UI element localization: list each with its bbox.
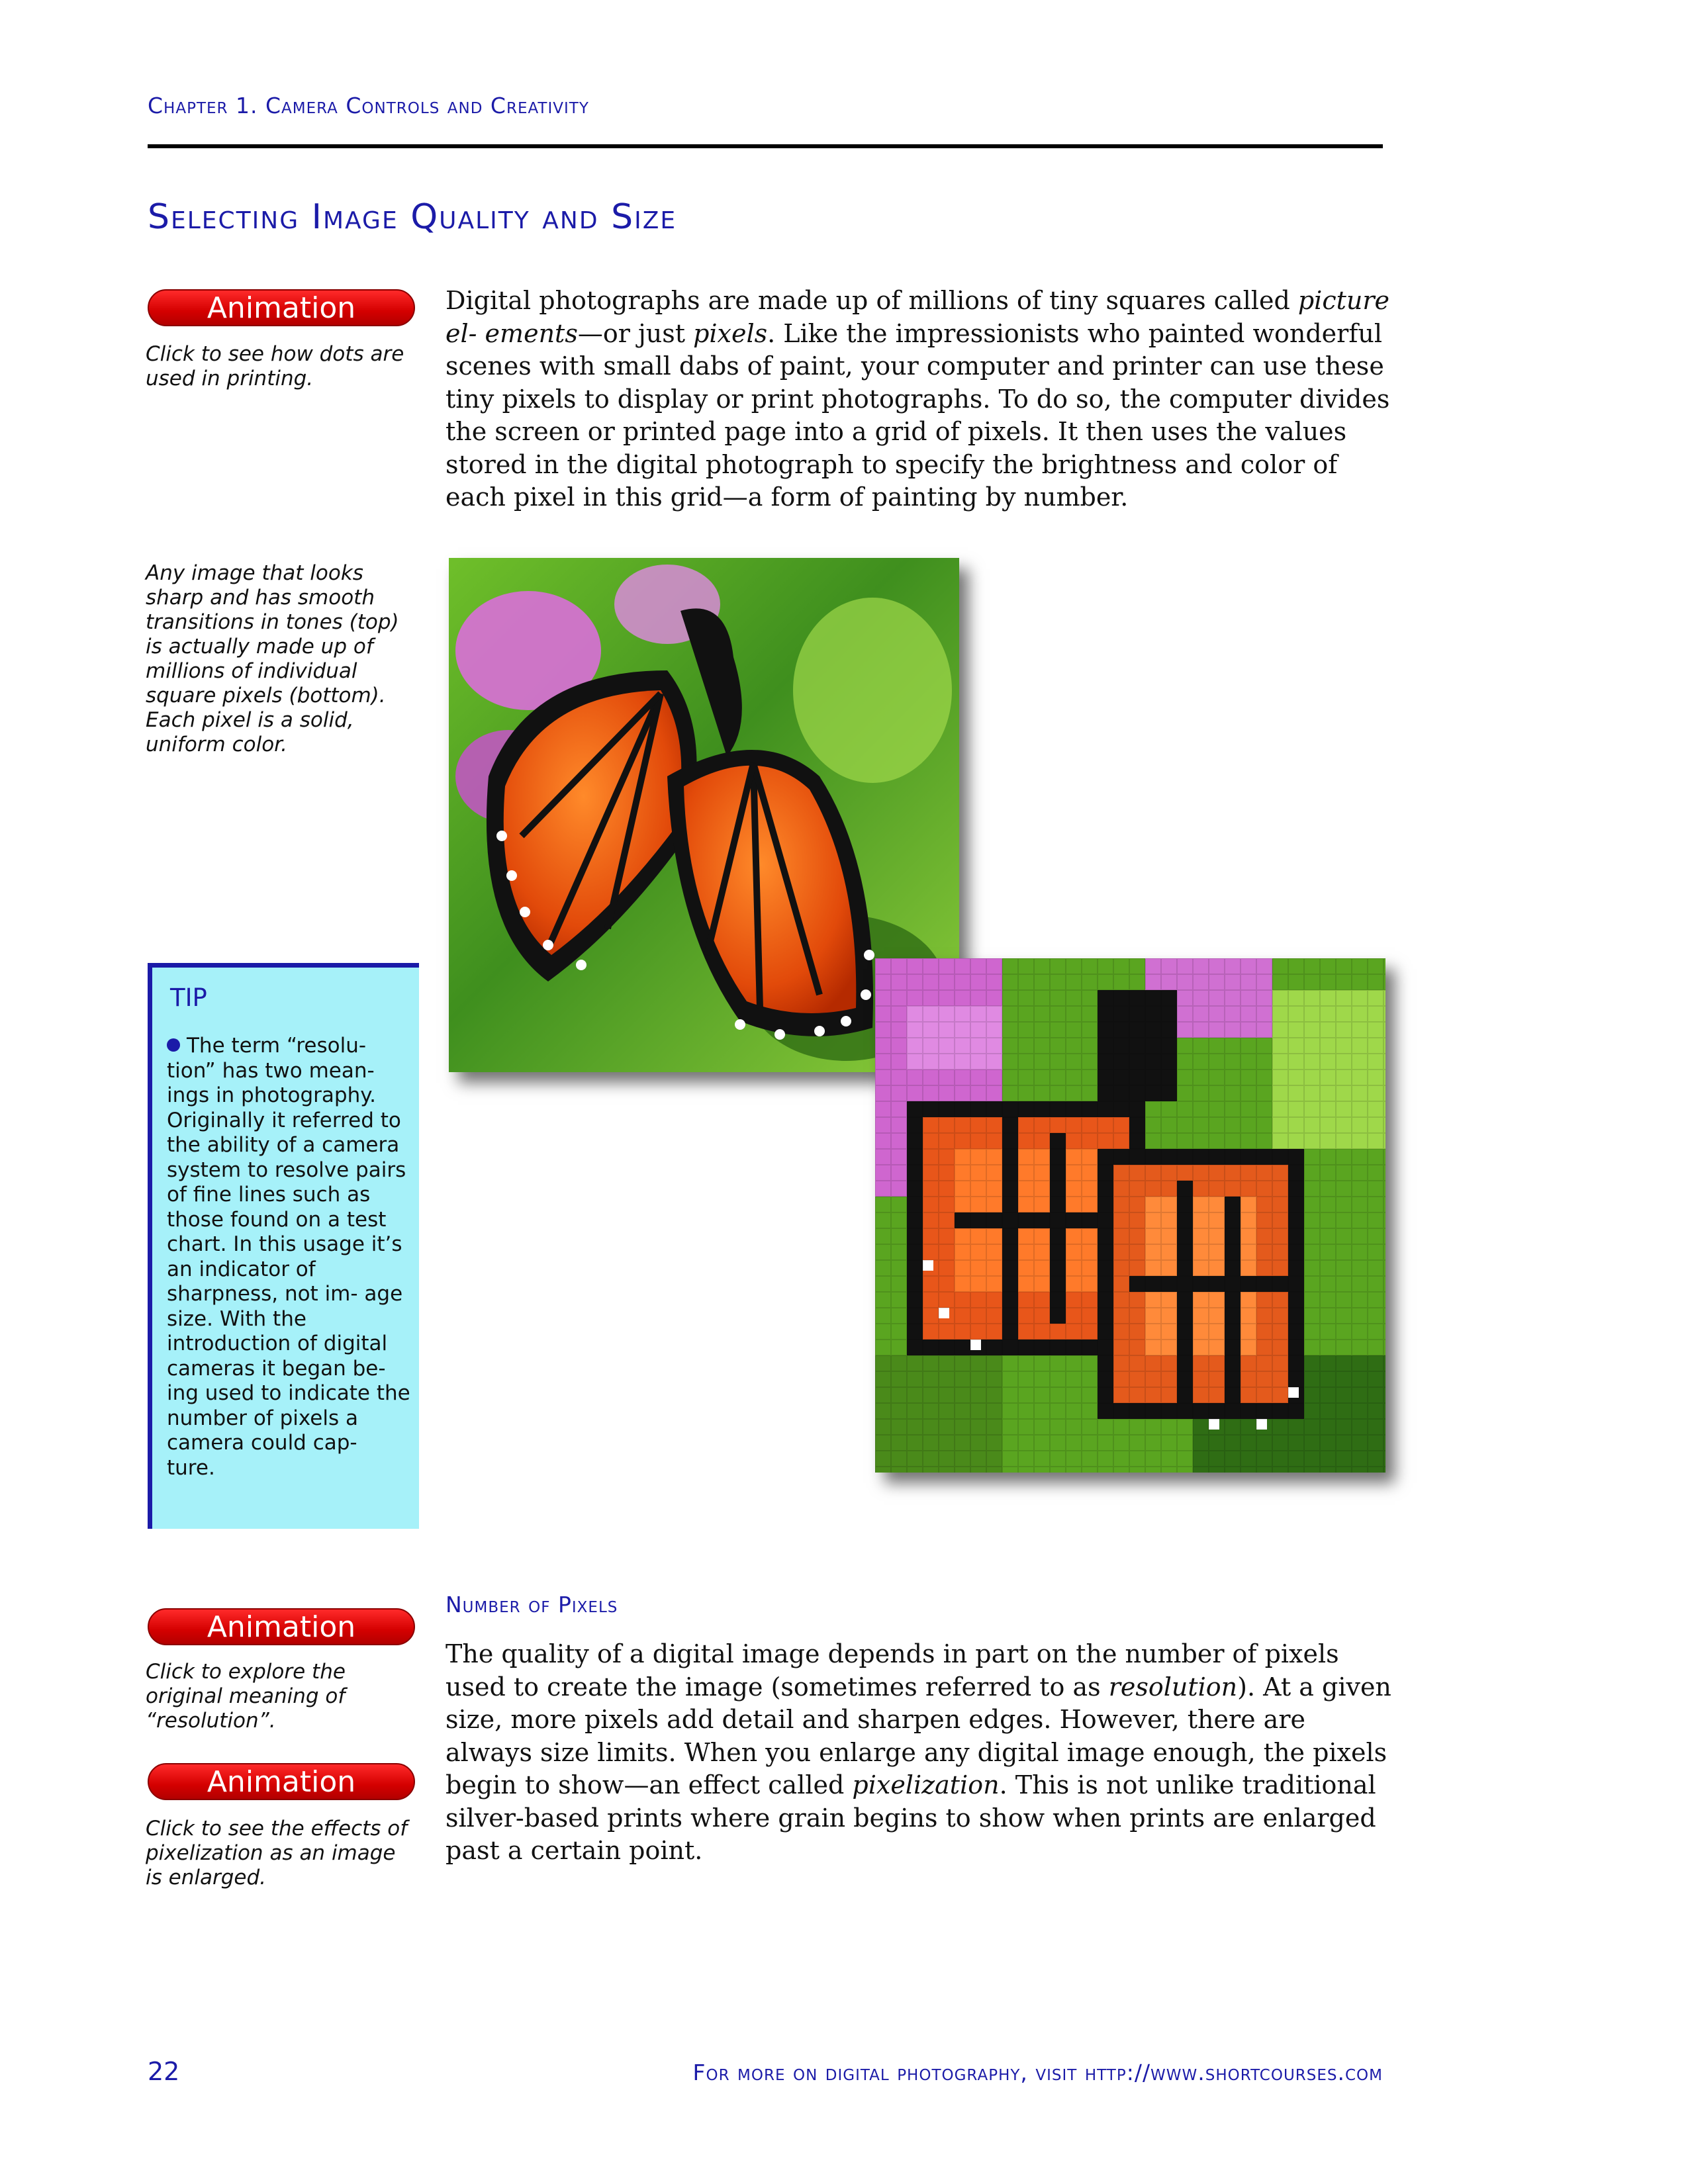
animation-caption-pixelization: Click to see the effects of pixelization as an image is enlarged. <box>146 1817 408 1889</box>
intro-text-2: —or just <box>577 318 694 348</box>
tip-box <box>148 963 419 1529</box>
tip-text: The term “resolu- tion” has two mean- ings in photography. Originally it referred to the ability of a camera system to resolve pairs of fine lines such as those found on a test chart. In this usage it’s an indicator of sharpness, not im- age size. With the introduction of digital cameras it began be- ing used to indicate the number of pixels a camera could cap- ture. <box>167 1034 410 1480</box>
butterfly-pixelated-image <box>875 958 1385 1473</box>
animation-caption-dots: Click to see how dots are used in printing. <box>146 342 404 390</box>
animation-caption-resolution: Click to explore the original meaning of “resolution”. <box>146 1660 346 1733</box>
animation-button-resolution[interactable]: Animation <box>148 1608 415 1645</box>
intro-paragraph <box>445 285 1392 514</box>
pixels-text-1: The quality of a digital image depends in part on the number of pixels used to create the image (sometimes referred to as <box>445 1639 1339 1702</box>
intro-term-picture-elements: picture el- ements <box>445 286 1390 348</box>
pixels-term-resolution: resolution <box>1108 1672 1238 1702</box>
intro-text-1: Digital photographs are made up of millions of tiny squares called <box>445 286 1298 315</box>
animation-button-pixelization[interactable]: Animation <box>148 1763 415 1800</box>
bullet-icon <box>167 1038 180 1052</box>
animation-button-dots[interactable]: Animation <box>148 289 415 326</box>
page-number: 22 <box>148 2057 180 2086</box>
section-title: Selecting Image Quality and Size <box>148 197 677 237</box>
pixels-paragraph <box>445 1638 1392 1868</box>
intro-text-3: . Like the impressionists who painted wonderful scenes with small dabs of paint, your computer and printer can use these tiny pixels to display or print photographs. To do so, the computer divides the screen or printed page into a grid of pixels. It then uses the values stored in the digital photograph to specify the brightness and color of each pixel in this grid—a form of painting by number. <box>445 318 1390 512</box>
intro-term-pixels: pixels <box>693 318 768 348</box>
tip-title: TIP <box>170 983 207 1012</box>
tip-text-block <box>167 1034 412 1480</box>
subhead-number-of-pixels: Number of Pixels <box>445 1592 618 1617</box>
figure-caption: Any image that looks sharp and has smooth transitions in tones (top) is actually made up of millions of individual square pixels (bottom). Each pixel is a solid, uniform color. <box>146 561 399 756</box>
header-rule <box>148 144 1383 148</box>
pixels-term-pixelization: pixelization <box>852 1770 1000 1799</box>
chapter-header: Chapter 1. Camera Controls and Creativity <box>148 93 589 118</box>
pixels-text-3: . This is not unlike traditional silver-based prints where grain begins to show when prints are enlarged past a certain point. <box>445 1770 1376 1865</box>
butterfly-pixelated-photo <box>875 958 1385 1473</box>
pixels-text-2: ). At a given size, more pixels add detail and sharpen edges. However, there are always size limits. When you enlarge any digital image enough, the pixels begin to show—an effect called <box>445 1672 1391 1799</box>
footer-link[interactable]: For more on digital photography, visit http://www.shortcourses.com <box>692 2060 1383 2085</box>
